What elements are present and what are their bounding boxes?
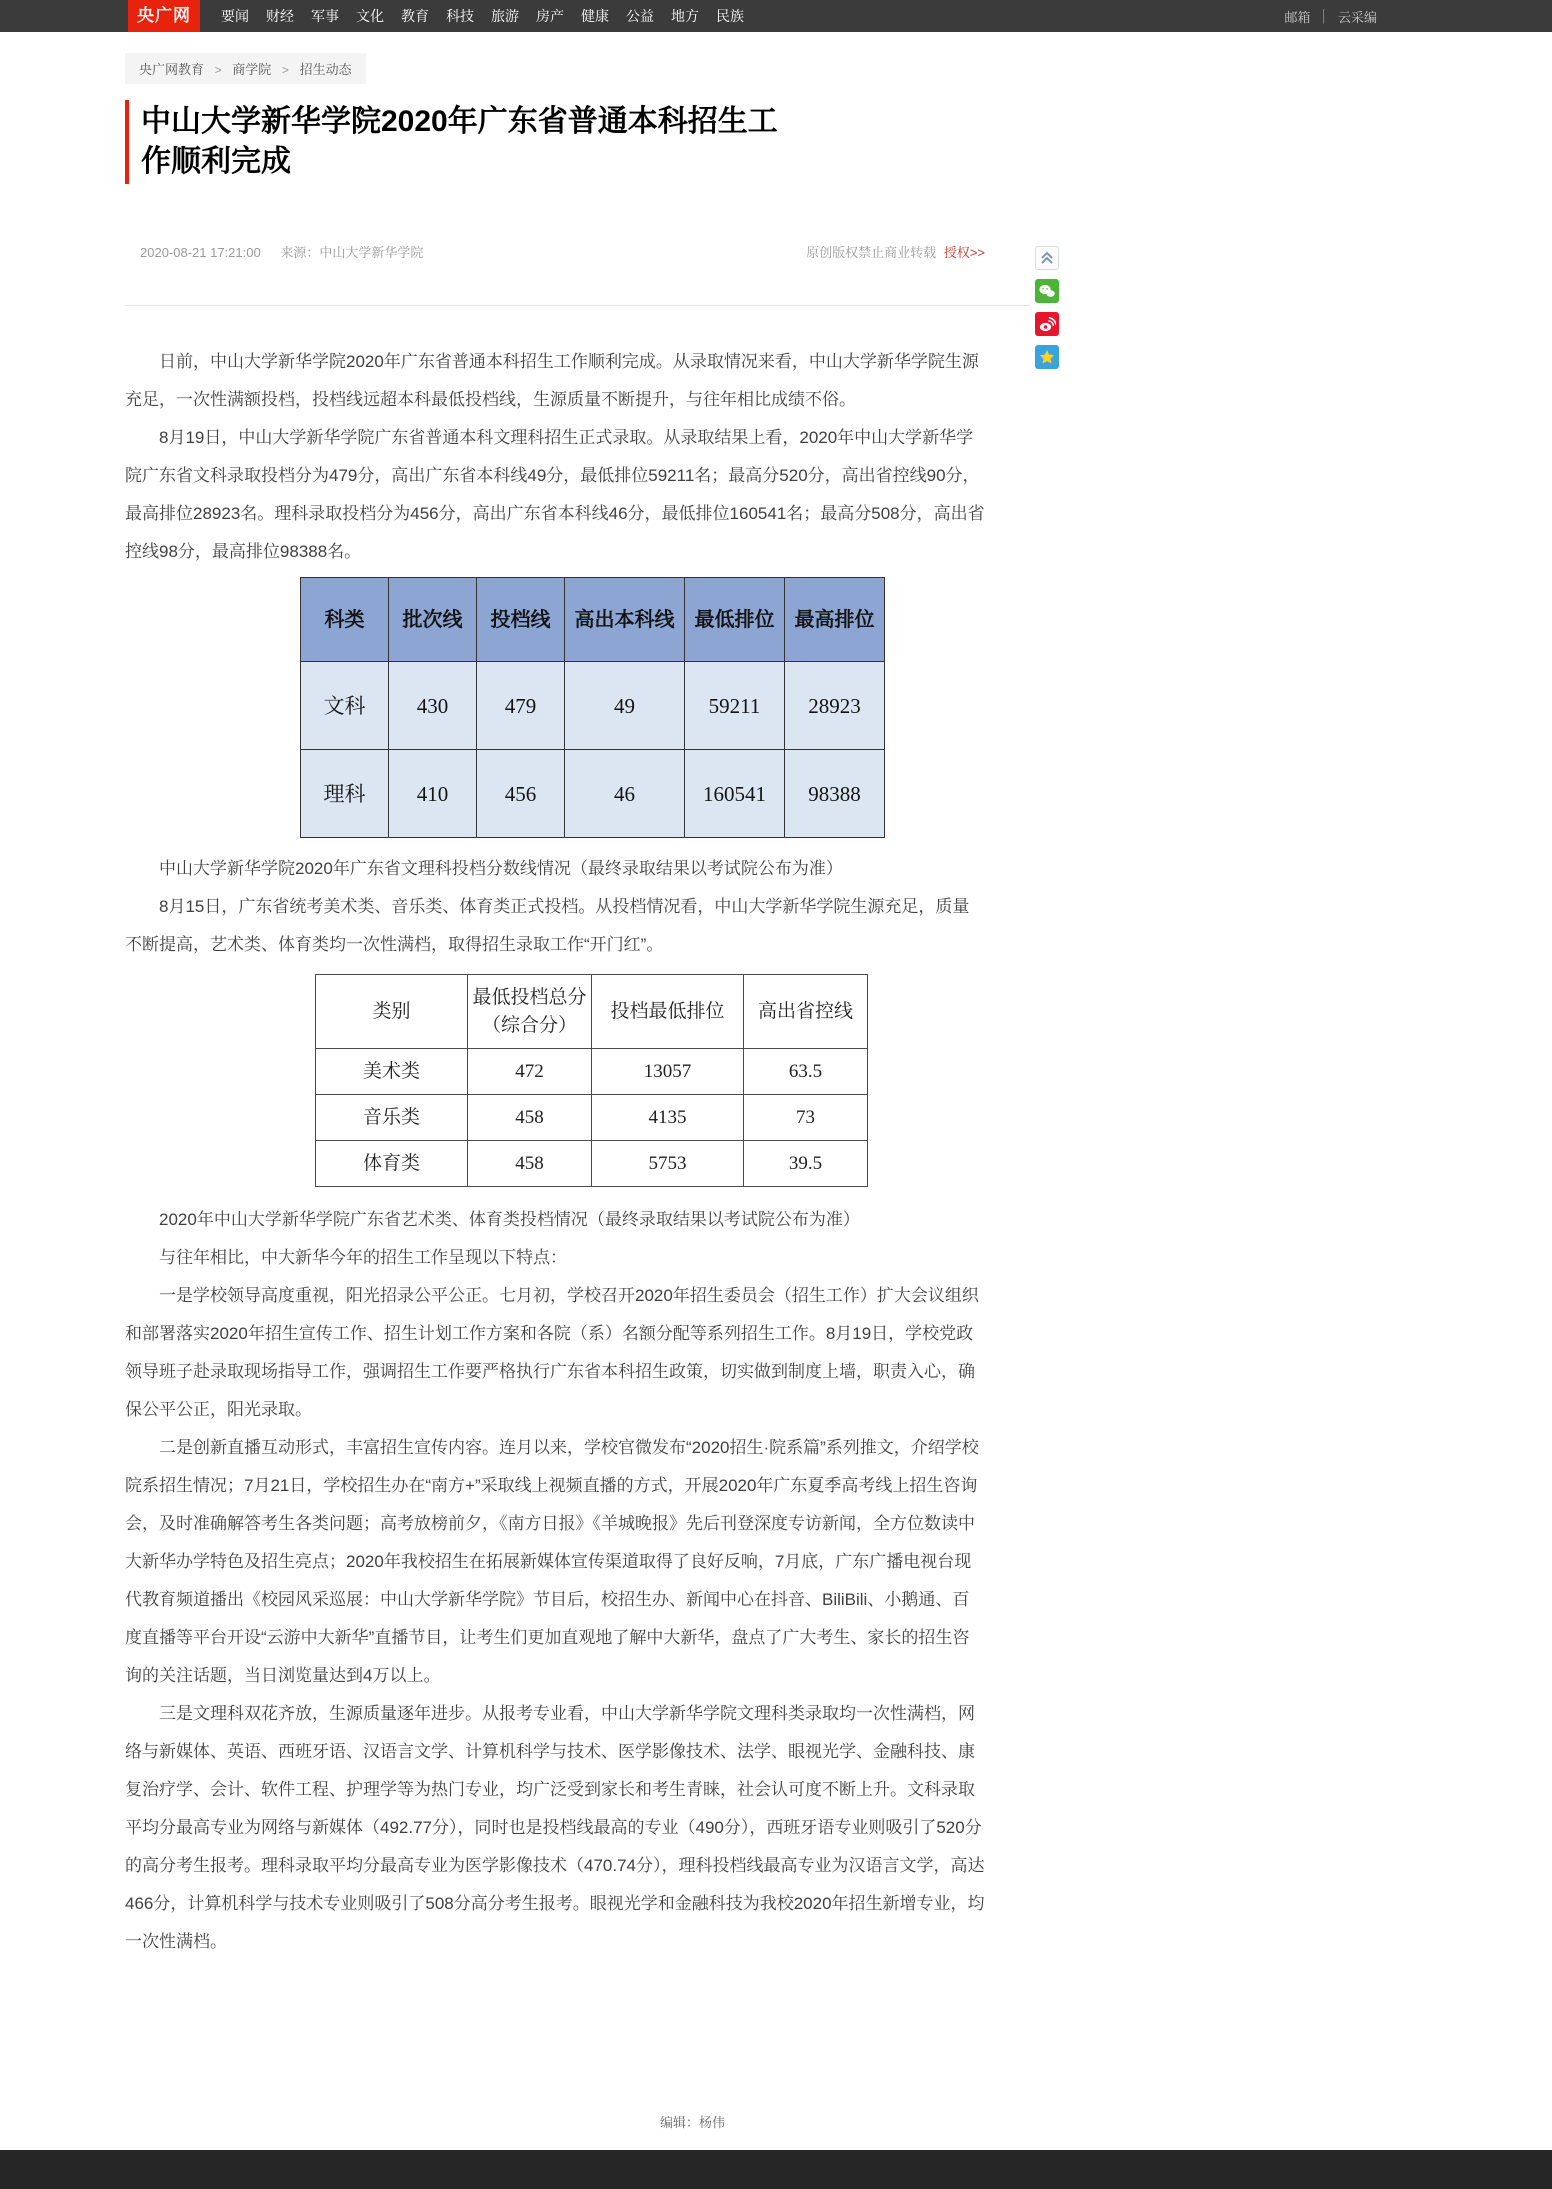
cloud-edit-link[interactable]: 云采编 bbox=[1337, 9, 1377, 25]
nav-item-caijing[interactable]: 财经 bbox=[266, 8, 294, 24]
table-header-cell: 投档线 bbox=[477, 578, 565, 662]
nav-item-lvyou[interactable]: 旅游 bbox=[491, 8, 519, 24]
table-cell: 410 bbox=[389, 750, 477, 838]
table-cell: 理科 bbox=[301, 750, 389, 838]
header-divider bbox=[125, 305, 1030, 306]
breadcrumb-link-admissions-news[interactable]: 招生动态 bbox=[299, 62, 352, 77]
article-paragraph: 与往年相比，中大新华今年的招生工作呈现以下特点： bbox=[159, 1248, 567, 1267]
weibo-eye-glyph bbox=[1038, 315, 1056, 333]
table-cell: 39.5 bbox=[744, 1141, 868, 1187]
table-header-cell: 高出本科线 bbox=[565, 578, 685, 662]
table-cell: 479 bbox=[477, 662, 565, 750]
site-logo[interactable]: 央广网 bbox=[128, 0, 200, 32]
article-paragraph: 日前，中山大学新华学院2020年广东省普通本科招生工作顺利完成。从录取情况来看，中山大学新华学院生源充足，一次性满额投档，投档线远超本科最低投档线，生源质量不断提升，与往年相比成绩不俗。 bbox=[125, 352, 979, 409]
back-to-top-icon[interactable] bbox=[1035, 246, 1059, 270]
table-header-cell: 最低排位 bbox=[685, 578, 785, 662]
table-header-cell: 批次线 bbox=[389, 578, 477, 662]
table-cell: 4135 bbox=[592, 1095, 744, 1141]
wenli-score-table bbox=[300, 577, 885, 838]
meta-left bbox=[140, 242, 423, 261]
nav-item-jiankang[interactable]: 健康 bbox=[581, 8, 609, 24]
table-cell: 美术类 bbox=[316, 1049, 468, 1095]
nav-item-wenhua[interactable]: 文化 bbox=[356, 8, 384, 24]
nav-item-fangchan[interactable]: 房产 bbox=[536, 8, 564, 24]
table-cell: 98388 bbox=[785, 750, 885, 838]
table-header-cell: 最高排位 bbox=[785, 578, 885, 662]
top-navbar bbox=[0, 0, 1552, 32]
meta-right bbox=[806, 242, 985, 261]
table-cell: 5753 bbox=[592, 1141, 744, 1187]
editor-credit bbox=[0, 2112, 725, 2131]
art-sports-table bbox=[315, 974, 868, 1187]
table-row bbox=[301, 750, 885, 838]
table-cell: 59211 bbox=[685, 662, 785, 750]
nav-item-jiaoyu[interactable]: 教育 bbox=[401, 8, 429, 24]
title-block bbox=[125, 100, 1030, 184]
breadcrumb-separator: > bbox=[214, 63, 222, 77]
table-cell: 73 bbox=[744, 1095, 868, 1141]
table-cell: 13057 bbox=[592, 1049, 744, 1095]
article-source: 来源：中山大学新华学院 bbox=[280, 245, 424, 260]
article-paragraph: 8月15日，广东省统考美术类、音乐类、体育类正式投档。从投档情况看，中山大学新华学院生源充足，质量不断提高，艺术类、体育类均一次性满档，取得招生录取工作“开门红”。 bbox=[125, 897, 970, 954]
table-cell: 49 bbox=[565, 662, 685, 750]
article-body bbox=[125, 343, 985, 1961]
editor-name: 编辑：杨伟 bbox=[659, 2115, 725, 2130]
nav-item-keji[interactable]: 科技 bbox=[446, 8, 474, 24]
breadcrumb-link-education[interactable]: 央广网教育 bbox=[139, 62, 205, 77]
table-cell: 文科 bbox=[301, 662, 389, 750]
table-cell: 28923 bbox=[785, 662, 885, 750]
table-cell: 160541 bbox=[685, 750, 785, 838]
table-row bbox=[316, 1049, 868, 1095]
copyright-note: 原创版权禁止商业转载 bbox=[806, 245, 937, 260]
title-accent-bar bbox=[125, 100, 129, 184]
nav-item-junshi[interactable]: 军事 bbox=[311, 8, 339, 24]
table-header-cell: 科类 bbox=[301, 578, 389, 662]
article-paragraph: 一是学校领导高度重视，阳光招录公平公正。七月初，学校召开2020年招生委员会（招生工作）扩大会议组织和部署落实2020年招生宣传工作、招生计划工作方案和各院（系）名额分配等系列招生工作。8月19日，学校党政领导班子赴录取现场指导工作，强调招生工作要严格执行广东省本科招生政策，切实做到制度上墙，职责入心，确保公平公正，阳光录取。 bbox=[125, 1286, 979, 1419]
table-cell: 63.5 bbox=[744, 1049, 868, 1095]
table-header-cell: 最低投档总分（综合分） bbox=[468, 975, 592, 1049]
table-cell: 458 bbox=[468, 1095, 592, 1141]
table-cell: 音乐类 bbox=[316, 1095, 468, 1141]
table-row bbox=[316, 1141, 868, 1187]
nav-item-difang[interactable]: 地方 bbox=[671, 8, 699, 24]
authorize-link[interactable]: 授权>> bbox=[943, 245, 985, 260]
article-meta bbox=[125, 242, 985, 261]
table-header-row bbox=[316, 975, 868, 1049]
nav-item-yaowen[interactable]: 要闻 bbox=[221, 8, 249, 24]
article-paragraph: 8月19日，中山大学新华学院广东省普通本科文理科招生正式录取。从录取结果上看，2020年中山大学新华学院广东省文科录取投档分为479分，高出广东省本科线49分，最低排位59211名；最高分520分，高出省控线90分，最高排位28923名。理科录取投档分为456分，高出广东省本科线46分，最低排位160541名；最高分508分，高出省控线98分，最高排位98388名。 bbox=[125, 428, 985, 561]
table-header-row bbox=[301, 578, 885, 662]
table-cell: 430 bbox=[389, 662, 477, 750]
mailbox-link[interactable]: 邮箱 bbox=[1284, 9, 1311, 25]
nav-menu bbox=[221, 6, 744, 26]
article-paragraph: 三是文理科双花齐放，生源质量逐年进步。从报考专业看，中山大学新华学院文理科类录取均一次性满档，网络与新媒体、英语、西班牙语、汉语言文学、计算机科学与技术、医学影像技术、法学、眼视光学、金融科技、康复治疗学、会计、软件工程、护理学等为热门专业，均广泛受到家长和考生青睐，社会认可度不断上升。文科录取平均分最高专业为网络与新媒体（492.77分），同时也是投档线最高的专业（490分），西班牙语专业则吸引了520分的高分考生报考。理科录取平均分最高专业为医学影像技术（470.74分），理科投档线最高专业为汉语言文学，高达466分，计算机科学与技术专业则吸引了508分高分考生报考。眼视光学和金融科技为我校2020年招生新增专业，均一次性满档。 bbox=[125, 1704, 985, 1951]
wechat-share-icon[interactable] bbox=[1035, 279, 1059, 303]
table2-caption: 2020年中山大学新华学院广东省艺术类、体育类投档情况（最终录取结果以考试院公布为准） bbox=[159, 1210, 860, 1229]
table-header-cell: 投档最低排位 bbox=[592, 975, 744, 1049]
nav-item-gongyi[interactable]: 公益 bbox=[626, 8, 654, 24]
table-cell: 472 bbox=[468, 1049, 592, 1095]
breadcrumb-link-business-school[interactable]: 商学院 bbox=[232, 62, 272, 77]
site-footer-band bbox=[0, 2150, 1552, 2189]
star-glyph bbox=[1039, 349, 1055, 365]
wechat-bubbles-glyph bbox=[1038, 282, 1056, 300]
breadcrumb bbox=[125, 53, 366, 84]
double-chevron-up-glyph bbox=[1039, 250, 1055, 266]
table-row bbox=[301, 662, 885, 750]
table1-caption: 中山大学新华学院2020年广东省文理科投档分数线情况（最终录取结果以考试院公布为准） bbox=[159, 859, 843, 878]
weibo-share-icon[interactable] bbox=[1035, 312, 1059, 336]
table-header-cell: 高出省控线 bbox=[744, 975, 868, 1049]
table-row bbox=[316, 1095, 868, 1141]
table-cell: 46 bbox=[565, 750, 685, 838]
nav-separator: │ bbox=[1320, 9, 1328, 23]
breadcrumb-separator: > bbox=[281, 63, 289, 77]
table-cell: 456 bbox=[477, 750, 565, 838]
page-container bbox=[125, 32, 1030, 1961]
publish-time: 2020-08-21 17:21:00 bbox=[140, 245, 261, 260]
table-header-cell: 类别 bbox=[316, 975, 468, 1049]
nav-item-minzu[interactable]: 民族 bbox=[716, 8, 744, 24]
nav-right-links bbox=[1284, 7, 1377, 26]
table-cell: 体育类 bbox=[316, 1141, 468, 1187]
qzone-share-icon[interactable] bbox=[1035, 345, 1059, 369]
page-title: 中山大学新华学院2020年广东省普通本科招生工作顺利完成 bbox=[141, 105, 778, 178]
share-rail bbox=[1035, 246, 1059, 369]
article-paragraph: 二是创新直播互动形式，丰富招生宣传内容。连月以来，学校官微发布“2020招生·院系篇”系列推文，介绍学校院系招生情况；7月21日，学校招生办在“南方+”采取线上视频直播的方式，开展2020年广东夏季高考线上招生咨询会，及时准确解答考生各类问题；高考放榜前夕，《南方日报》《羊城晚报》先后刊登深度专访新闻，全方位数读中大新华办学特色及招生亮点；2020年我校招生在拓展新媒体宣传渠道取得了良好反响，7月底，广东广播电视台现代教育频道播出《校园风采巡展：中山大学新华学院》节目后，校招生办、新闻中心在抖音、BiliBili、小鹅通、百度直播等平台开设“云游中大新华”直播节目，让考生们更加直观地了解中大新华，盘点了广大考生、家长的招生咨询的关注话题，当日浏览量达到4万以上。 bbox=[125, 1438, 979, 1685]
table-cell: 458 bbox=[468, 1141, 592, 1187]
